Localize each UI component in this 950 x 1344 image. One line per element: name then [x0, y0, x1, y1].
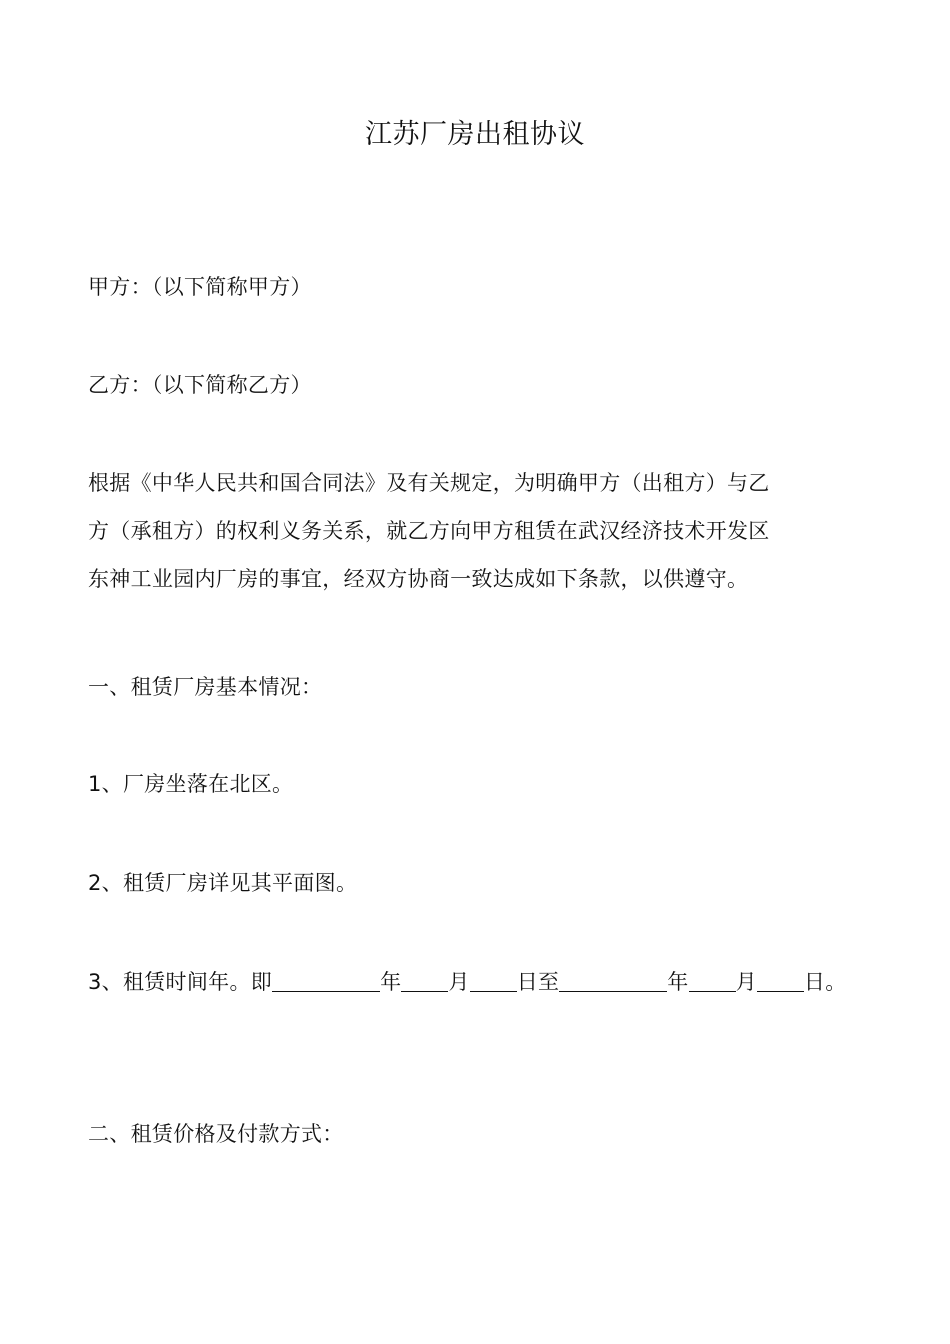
start-year-blank: [272, 969, 380, 992]
start-day-label: 日至: [516, 970, 560, 994]
end-day-label: 日。: [803, 970, 847, 994]
end-month-blank: [689, 969, 736, 992]
end-day-blank: [757, 969, 804, 992]
end-month-label: 月: [735, 970, 757, 994]
item-2: 2、租赁厂房详见其平面图。: [88, 871, 358, 895]
intro-line-2: 方（承租方）的权利义务关系，就乙方向甲方租赁在武汉经济技术开发区: [88, 519, 770, 543]
item-3: [88, 967, 847, 997]
end-year-label: 年: [667, 970, 689, 994]
start-month-blank: [401, 969, 448, 992]
item-3-prefix: 3、租赁时间年。即: [88, 970, 273, 994]
intro-line-1: 根据《中华人民共和国合同法》及有关规定，为明确甲方（出租方）与乙: [88, 471, 770, 495]
intro-paragraph: [88, 468, 878, 612]
party-a-line: 甲方：（以下简称甲方）: [88, 275, 312, 299]
party-b-line: 乙方：（以下简称乙方）: [88, 373, 312, 397]
item-1: 1、厂房坐落在北区。: [88, 772, 294, 796]
start-year-label: 年: [380, 970, 402, 994]
section-2-heading: 二、租赁价格及付款方式：: [88, 1122, 344, 1146]
document-title: 江苏厂房出租协议: [365, 119, 585, 150]
section-1-heading: 一、租赁厂房基本情况：: [88, 675, 323, 699]
end-year-blank: [559, 969, 667, 992]
start-day-blank: [470, 969, 517, 992]
intro-line-3: 东神工业园内厂房的事宜，经双方协商一致达成如下条款，以供遵守。: [88, 567, 749, 591]
start-month-label: 月: [448, 970, 470, 994]
